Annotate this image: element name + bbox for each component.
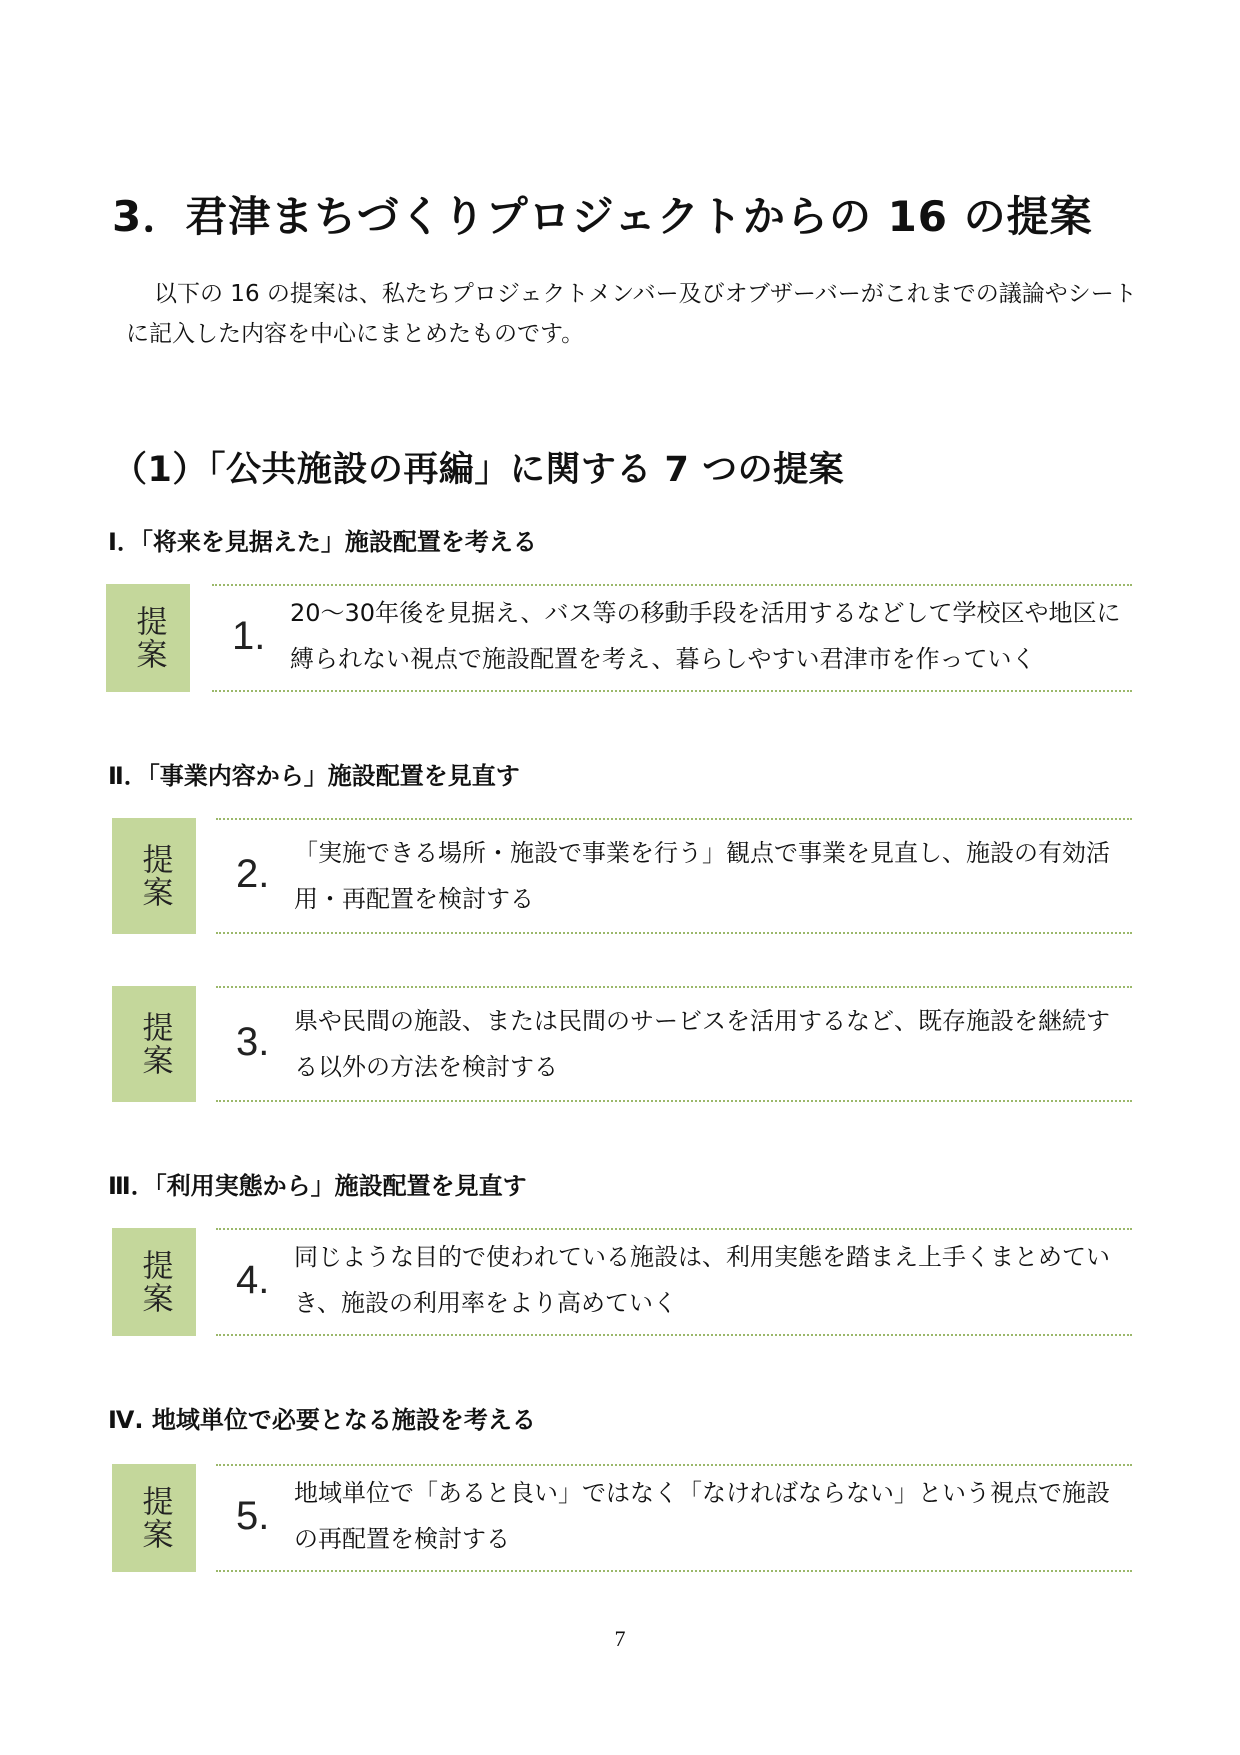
proposal-badge (106, 584, 190, 692)
proposal-number: 3. (236, 1020, 270, 1064)
proposal-badge (112, 818, 196, 934)
proposal-badge (112, 986, 196, 1102)
group-heading-4: Ⅳ. 地域単位で必要となる施設を考える (108, 1406, 536, 1434)
proposal-text: 同じような目的で使われている施設は、利用実態を踏まえ上手くまとめていき、施設の利用率をより高めていく (294, 1243, 1110, 1317)
proposal-card-3 (216, 986, 1132, 1102)
badge-label: 提案 (136, 1011, 173, 1077)
intro-paragraph: 以下の 16 の提案は、私たちプロジェクトメンバー及びオブザーバーがこれまでの議論やシートに記入した内容を中心にまとめたものです。 (126, 281, 1137, 347)
proposal-card-2 (216, 818, 1132, 934)
proposal-text: 20～30年後を見据え、バス等の移動手段を活用するなどして学校区や地区に縛られない視点で施設配置を考え、暮らしやすい君津市を作っていく (290, 599, 1121, 673)
section-subtitle: （1）「公共施設の再編」に関する 7 つの提案 (112, 450, 845, 490)
proposal-text: 県や民間の施設、または民間のサービスを活用するなど、既存施設を継続する以外の方法を検討する (294, 1007, 1110, 1081)
badge-label: 提案 (130, 605, 167, 671)
page-number: 7 (614, 1626, 626, 1651)
proposal-number: 1. (232, 614, 266, 658)
group-heading-1: Ⅰ．「将来を見据えた」施設配置を考える (108, 528, 537, 556)
proposal-badge (112, 1228, 196, 1336)
badge-label: 提案 (136, 843, 173, 909)
badge-label: 提案 (136, 1485, 173, 1551)
proposal-number: 4. (236, 1258, 270, 1302)
proposal-number: 5. (236, 1494, 270, 1538)
proposal-number: 2. (236, 852, 270, 896)
page-title: 3．君津まちづくりプロジェクトからの 16 の提案 (112, 192, 1093, 241)
proposal-text: 「実施できる場所・施設で事業を行う」観点で事業を見直し、施設の有効活用・再配置を検討する (294, 839, 1110, 913)
proposal-card-5 (216, 1464, 1132, 1572)
proposal-badge (112, 1464, 196, 1572)
proposal-text: 地域単位で「あると良い」ではなく「なければならない」という視点で施設の再配置を検討する (294, 1479, 1110, 1553)
proposal-card-1 (212, 584, 1132, 692)
badge-label: 提案 (136, 1249, 173, 1315)
proposal-card-4 (216, 1228, 1132, 1336)
group-heading-3: Ⅲ．「利用実態から」施設配置を見直す (108, 1172, 527, 1200)
group-heading-2: Ⅱ．「事業内容から」施設配置を見直す (108, 762, 520, 790)
